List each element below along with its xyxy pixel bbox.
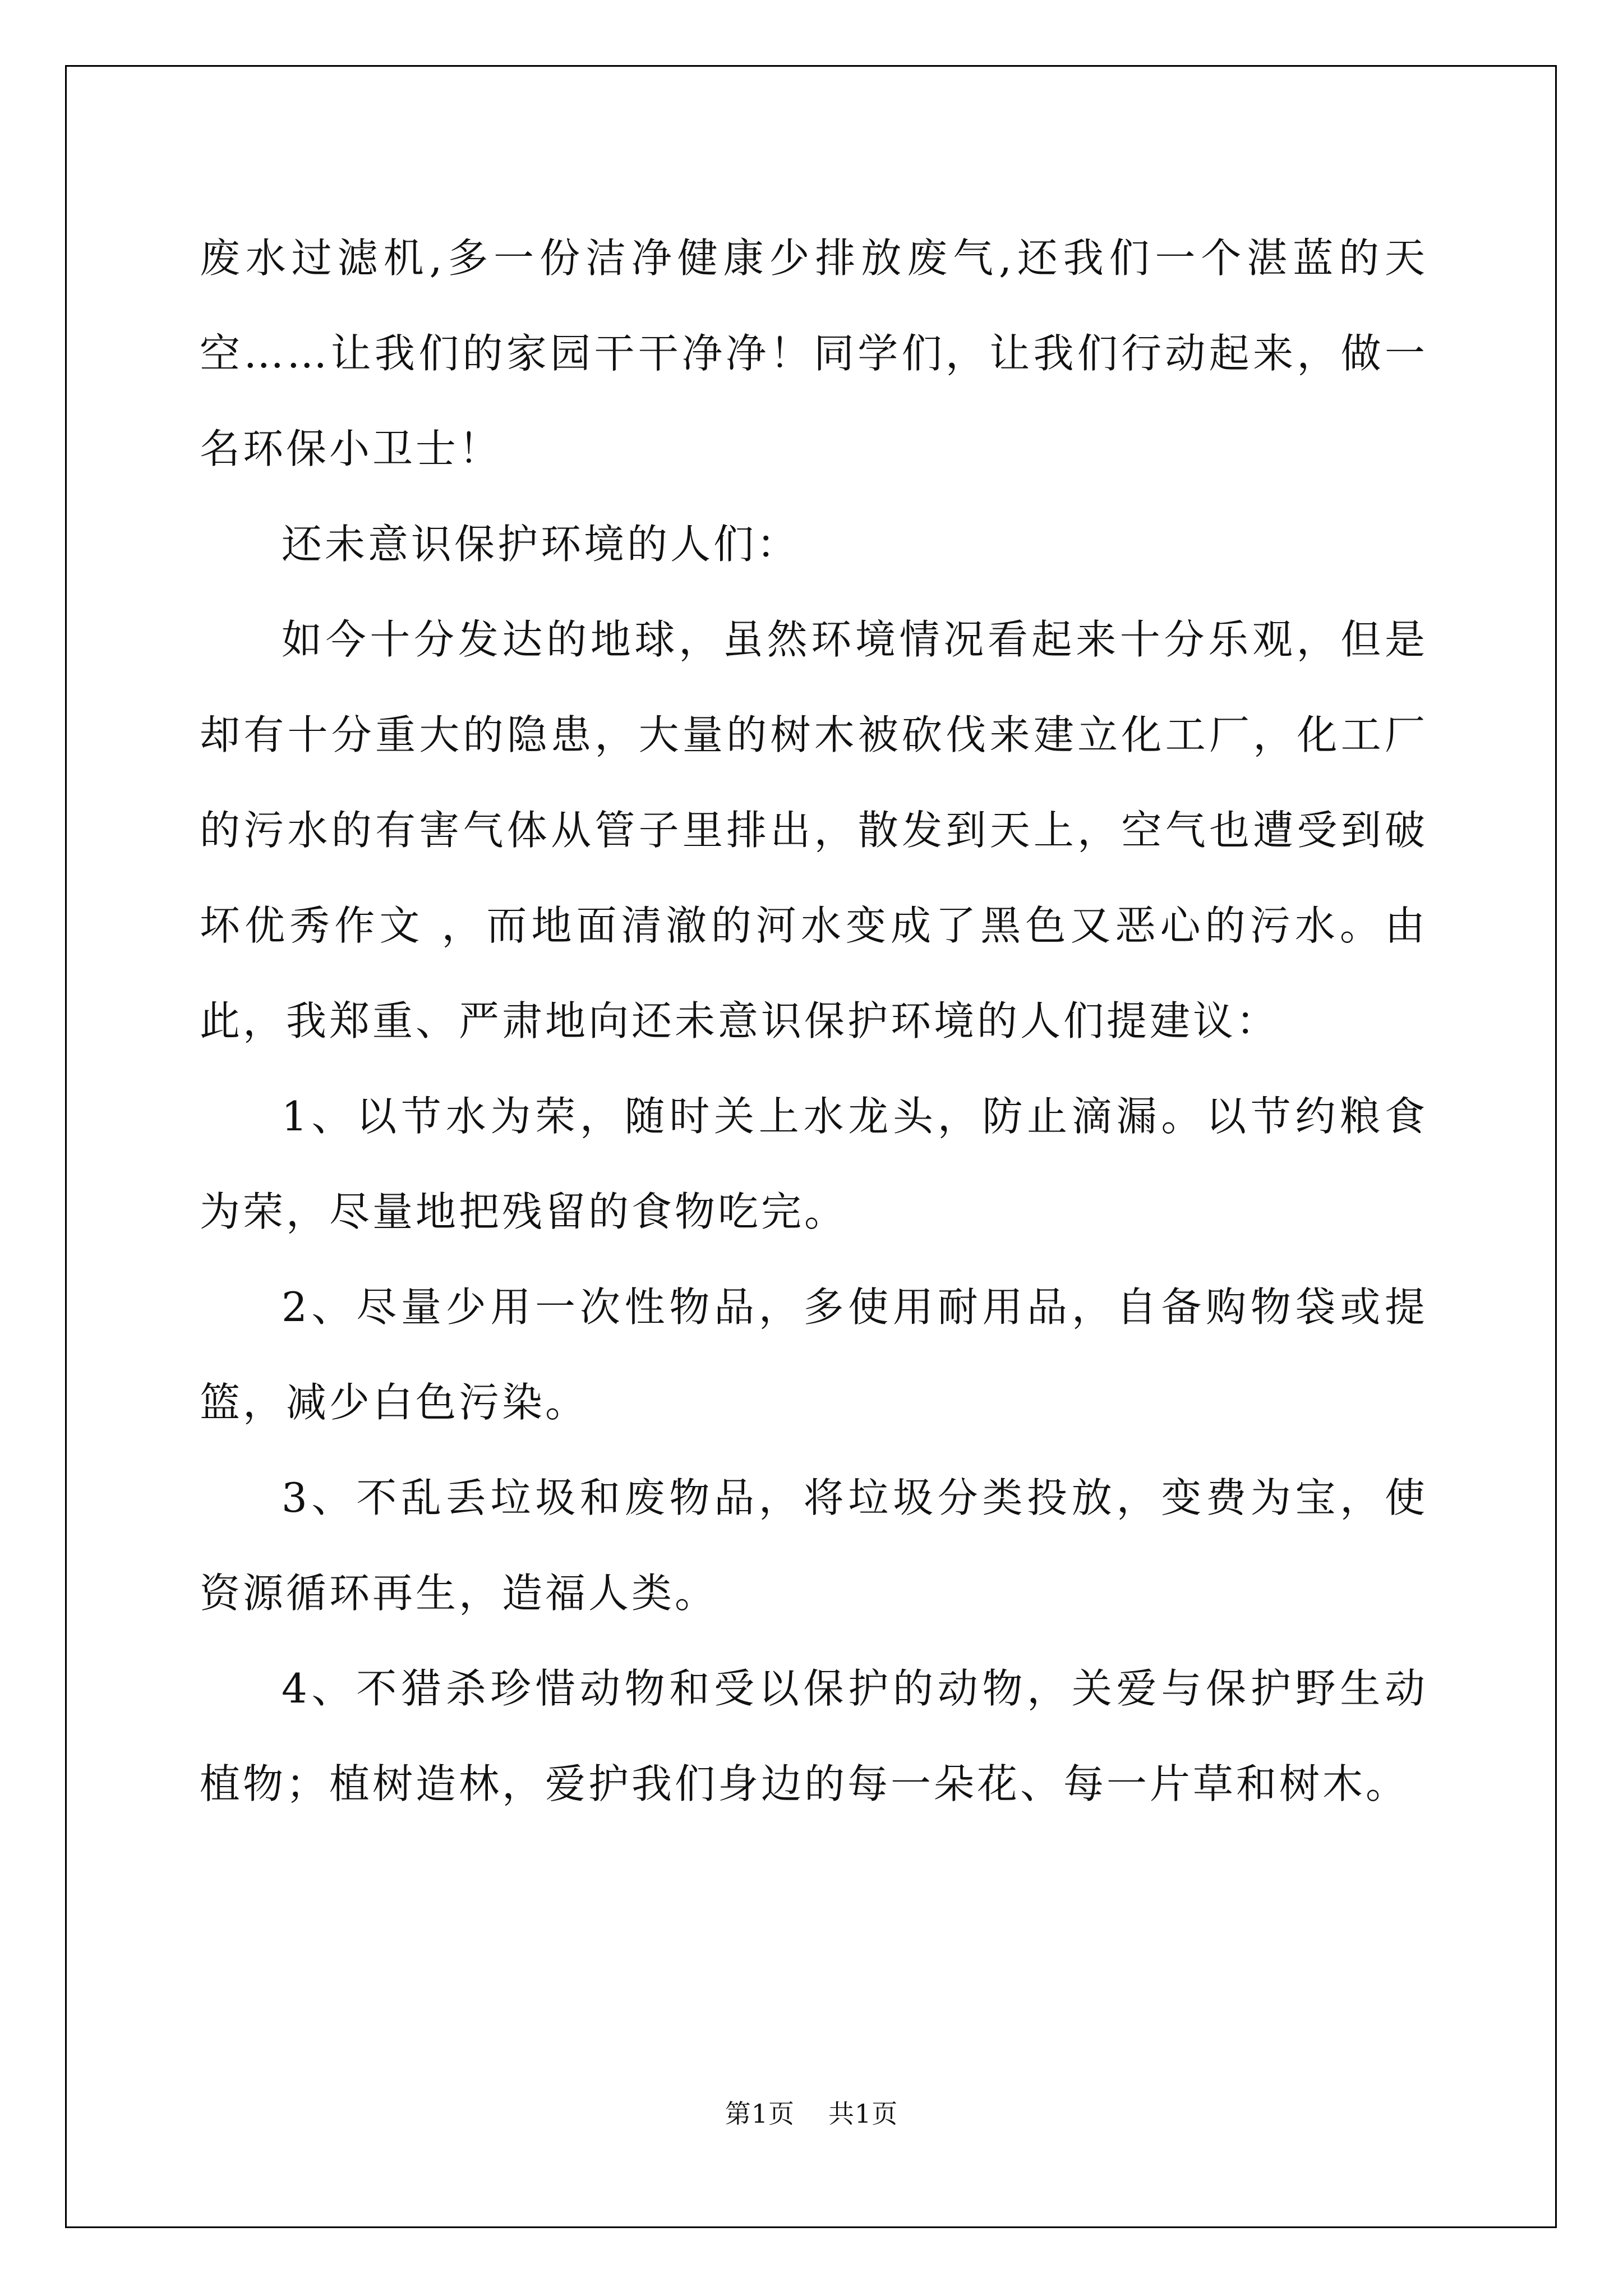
paragraph-5: 2、尽量少用一次性物品，多使用耐用品，自备购物袋或提篮，减少白色污染。 (200, 1283, 1428, 1426)
paragraph-4: 1、以节水为荣，随时关上水龙头，防止滴漏。以节约粮食为荣，尽量地把残留的食物吃完。 (200, 1093, 1428, 1235)
paragraph-6: 3、不乱丢垃圾和废物品，将垃圾分类投放，变费为宝，使资源循环再生，造福人类。 (200, 1474, 1428, 1617)
document-body (200, 210, 1428, 1832)
paragraph-3: 如今十分发达的地球，虽然环境情况看起来十分乐观，但是却有十分重大的隐患，大量的树木被砍伐来建立化工厂，化工厂的污水的有害气体从管子里排出，散发到天上，空气也遭受到破坏优秀作文 ，而地面清澈的河水变成了黑色又恶心的污水。由此，我郑重、严肃地向还未意识保护环境的人们提建议： (200, 616, 1428, 1045)
total-pages: 共1页 (828, 2099, 898, 2129)
paragraph-2: 还未意识保护环境的人们： (282, 521, 800, 568)
paragraph-1: 废水过滤机,多一份洁净健康少排放废气,还我们一个湛蓝的天空……让我们的家园干干净净！同学们，让我们行动起来，做一名环保小卫士！ (200, 234, 1428, 472)
page-footer (0, 2097, 1623, 2131)
paragraph-7: 4、不猎杀珍惜动物和受以保护的动物，关爱与保护野生动植物；植树造林，爱护我们身边的每一朵花、每一片草和树木。 (200, 1665, 1428, 1807)
page-number: 第1页 (725, 2099, 795, 2129)
